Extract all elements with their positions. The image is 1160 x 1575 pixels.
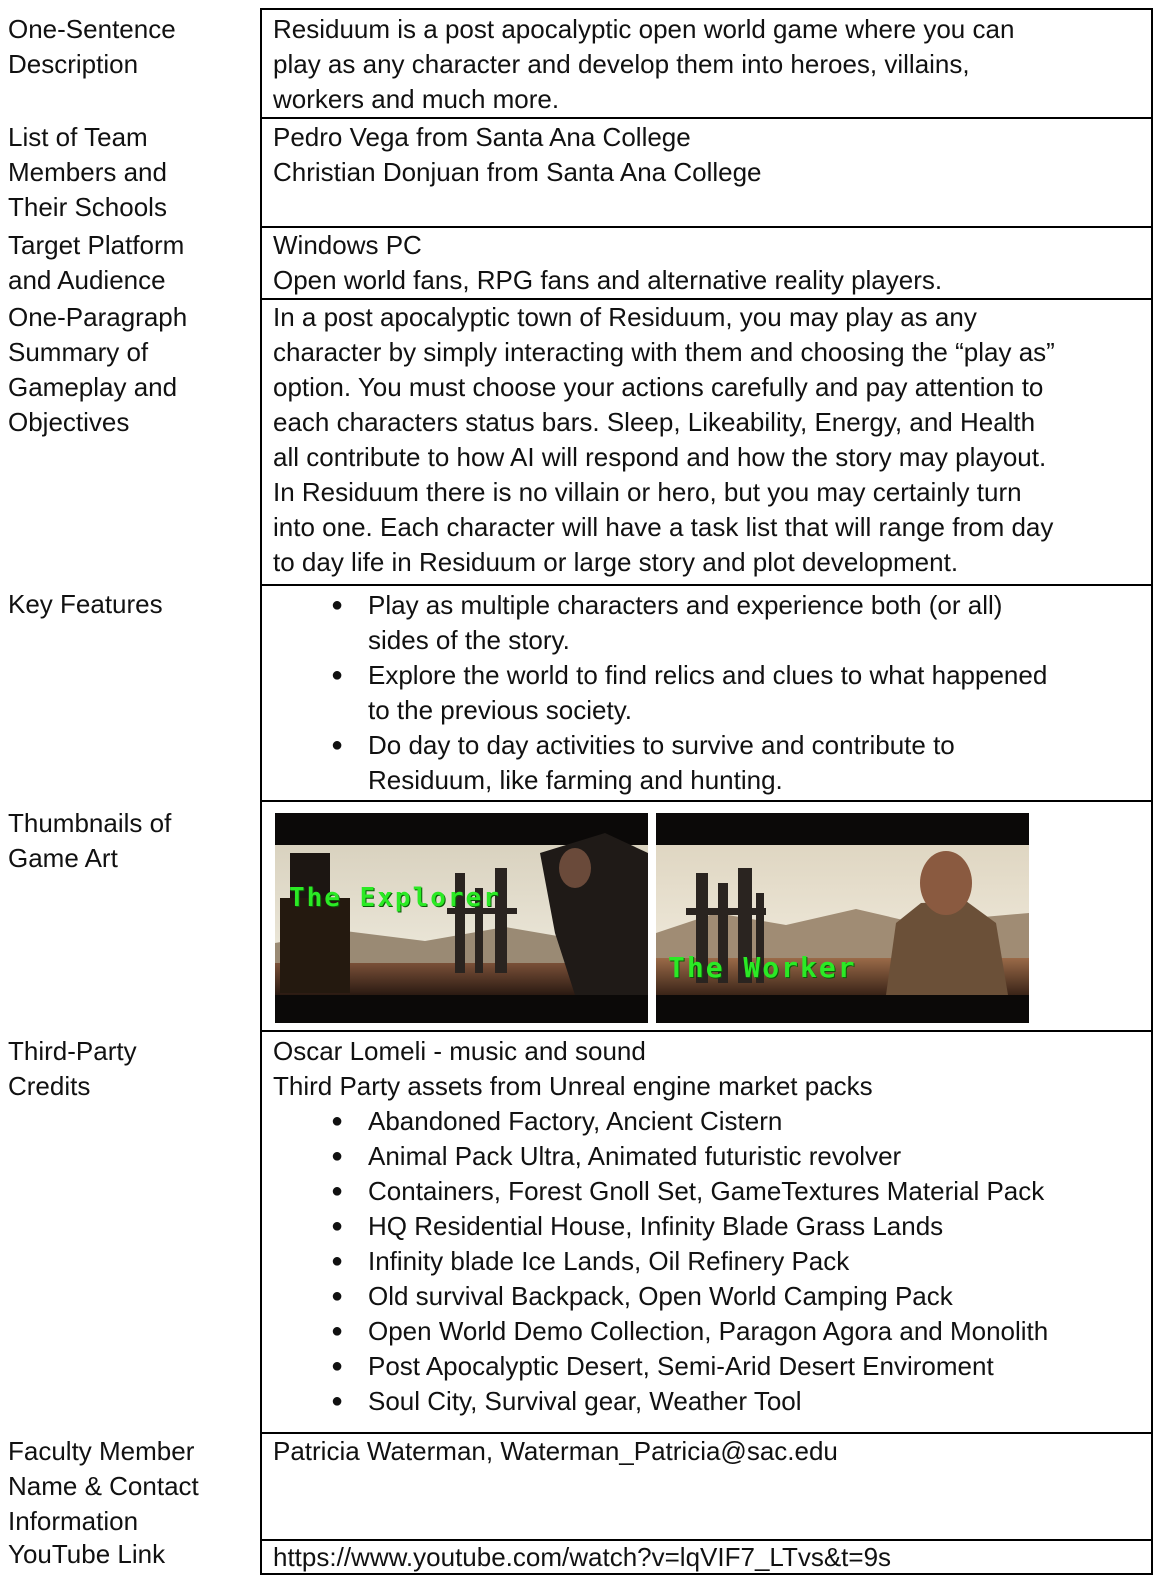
row-label-youtube: YouTube Link xyxy=(8,1539,166,1569)
youtube-link[interactable]: https://www.youtube.com/watch?v=lqVIF7_LTvs&t=9s xyxy=(273,1542,892,1572)
list-item: ● Old survival Backpack, Open World Camping Pack xyxy=(273,1279,1148,1314)
row-label-description: One-Sentence Description xyxy=(8,14,176,79)
table-rule xyxy=(260,117,1153,119)
worker-scene-image xyxy=(656,813,1029,1023)
row-label-team: List of Team Members and Their Schools xyxy=(8,122,167,222)
list-item: ● Open World Demo Collection, Paragon Agora and Monolith xyxy=(273,1314,1148,1349)
list-item: ● Soul City, Survival gear, Weather Tool xyxy=(273,1384,1148,1419)
row-label-thumbnails: Thumbnails of Game Art xyxy=(8,808,172,873)
row-label-platform: Target Platform and Audience xyxy=(8,230,185,295)
list-item: ● Play as multiple characters and experience both (or all) sides of the story. xyxy=(273,588,1148,658)
thumbnail-caption: The Worker xyxy=(668,951,857,984)
asset-packs-list xyxy=(273,1104,1148,1419)
row-label-summary: One-Paragraph Summary of Gameplay and Objectives xyxy=(8,302,188,437)
table-rule xyxy=(260,1030,1153,1032)
table-rule xyxy=(260,584,1153,586)
list-item: ● Post Apocalyptic Desert, Semi-Arid Desert Enviroment xyxy=(273,1349,1148,1384)
list-item: ● HQ Residential House, Infinity Blade Grass Lands xyxy=(273,1209,1148,1244)
list-item: ● Infinity blade Ice Lands, Oil Refinery Pack xyxy=(273,1244,1148,1279)
row-label-features: Key Features xyxy=(8,589,163,619)
faculty-contact-text: Patricia Waterman, Waterman_Patricia@sac.edu xyxy=(273,1436,838,1466)
thumbnail-explorer xyxy=(275,813,648,1023)
team-members-text: Pedro Vega from Santa Ana College Christian Donjuan from Santa Ana College xyxy=(273,122,762,187)
list-item: ● Explore the world to find relics and clues to what happened to the previous society. xyxy=(273,658,1148,728)
description-text: Residuum is a post apocalyptic open world game where you can play as any character and develop them into heroes, villains, workers and much more. xyxy=(273,14,1015,114)
thumbnail-worker xyxy=(656,813,1029,1023)
platform-audience-text: Windows PC Open world fans, RPG fans and alternative reality players. xyxy=(273,230,943,295)
list-item: ● Abandoned Factory, Ancient Cistern xyxy=(273,1104,1148,1139)
explorer-scene-image xyxy=(275,813,648,1023)
table-rule xyxy=(260,800,1153,802)
gameplay-summary-text: In a post apocalyptic town of Residuum, you may play as any character by simply interacting with them and choosing the “play as” option. You must choose your actions carefully and pay attention to each characters status bars. Sleep, Likeability, Energy, and Health all contribute to how AI will respond and how the story may playout. In Residuum there is no villain or hero, but you may certainly turn into one. Each character will have a task list that will range from day to day life in Residuum or large story and plot development. xyxy=(273,302,1055,577)
table-rule xyxy=(260,8,1153,10)
list-item: ● Do day to day activities to survive and contribute to Residuum, like farming and hunting. xyxy=(273,728,1148,798)
key-features-list xyxy=(273,588,1148,798)
list-item: ● Animal Pack Ultra, Animated futuristic revolver xyxy=(273,1139,1148,1174)
row-label-faculty: Faculty Member Name & Contact Information xyxy=(8,1436,199,1536)
credits-intro-text: Oscar Lomeli - music and sound Third Party assets from Unreal engine market packs xyxy=(273,1036,873,1101)
thumbnail-caption: The Explorer xyxy=(289,883,501,913)
list-item: ● Containers, Forest Gnoll Set, GameTextures Material Pack xyxy=(273,1174,1148,1209)
row-label-credits: Third-Party Credits xyxy=(8,1036,137,1101)
